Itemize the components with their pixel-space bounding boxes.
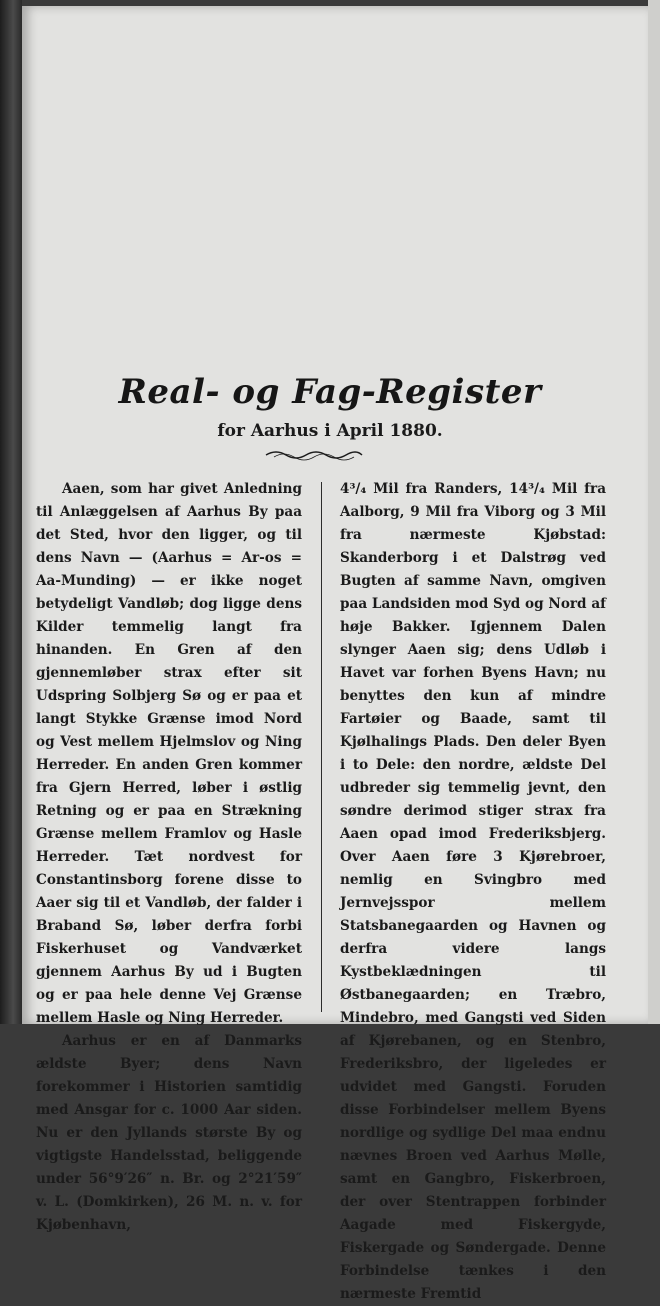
column-divider	[321, 482, 322, 1012]
page-title: Real- og Fag-Register	[118, 372, 542, 412]
paragraph: Aarhus er en af Danmarks ældste Byer; dens Navn forekommer i Historien samtidig med Ansgar for c. 1000 Aar siden. Nu er den Jyllands største By og vigtigste Handelsstad, beliggende under 56°9′26″ n. Br. og 2°21′59″ v. L. (Domkirken), 26 M. n. v. for Kjøbenhavn,	[36, 1033, 302, 1233]
bleed-through-left	[92, 96, 302, 376]
paragraph: Aaen, som har givet Anledning til Anlæggelsen af Aarhus By paa det Sted, hvor den ligger, og til dens Navn — (Aarhus = Ar-os = Aa-Munding) — er ikke noget betydeligt Vandløb; dog ligge dens Kilder temmelig langt fra hinanden. En Gren af den gjennemløber strax efter sit Udspring Solbjerg Sø og er paa et langt Stykke Grænse imod Nord og Vest mellem Hjelmslov og Ning Herreder. En anden Gren kommer fra Gjern Herred, løber i østlig Retning og er paa en Strækning Grænse mellem Framlov og Hasle Herreder. Tæt nordvest for Constantinsborg forene disse to Aaer sig til et Vandløb, der falder i Braband Sø, løber derfra forbi Fiskerhuset og Vandværket gjennem Aarhus By ud i Bugten og er paa hele denne Vej Grænse mellem Hasle og Ning Herreder.	[36, 481, 302, 1026]
book-spine	[0, 0, 22, 1024]
text-column-left	[36, 478, 302, 1237]
page-subtitle: for Aarhus i April 1880.	[217, 421, 443, 441]
paragraph: 4³/₄ Mil fra Randers, 14³/₄ Mil fra Aalborg, 9 Mil fra Viborg og 3 Mil fra nærmeste Kjøbstad: Skanderborg i et Dalstrøg ved Bugten af samme Navn, omgiven paa Landsiden mod Syd og Nord af høje Bakker. Igjennem Dalen slynger Aaen sig; dens Udløb i Havet var forhen Byens Havn; nu benyttes den kun af mindre Fartøier og Baade, samt til Kjølhalings Plads. Den deler Byen i to Dele: den nordre, ældste Del udbreder sig temmelig jevnt, den søndre derimod stiger strax fra Aaen opad imod Frederiksbjerg. Over Aaen føre 3 Kjørebroer, nemlig en Svingbro med Jernvejsspor mellem Statsbanegaarden og Havnen og derfra videre langs Kystbeklædningen til Østbanegaarden; en Træbro, Mindebro, med Gangsti ved Siden af Kjørebanen, og en Stenbro, Frederiksbro, der ligeledes er udvidet med Gangsti. Foruden disse Forbindelser mellem Byens nordlige og sydlige Del maa endnu nævnes Broen ved Aarhus Mølle, samt en Gangbro, Fiskerbroen, der over Stentrappen forbinder Aagade med Fiskergyde, Fiskergade og Søndergade. Denne Forbindelse tænkes i den nærmeste Fremtid	[340, 481, 606, 1302]
page-edge	[648, 0, 660, 1024]
bleed-through-right	[342, 96, 622, 376]
text-column-right	[340, 478, 606, 1306]
decorative-flourish	[264, 449, 364, 461]
